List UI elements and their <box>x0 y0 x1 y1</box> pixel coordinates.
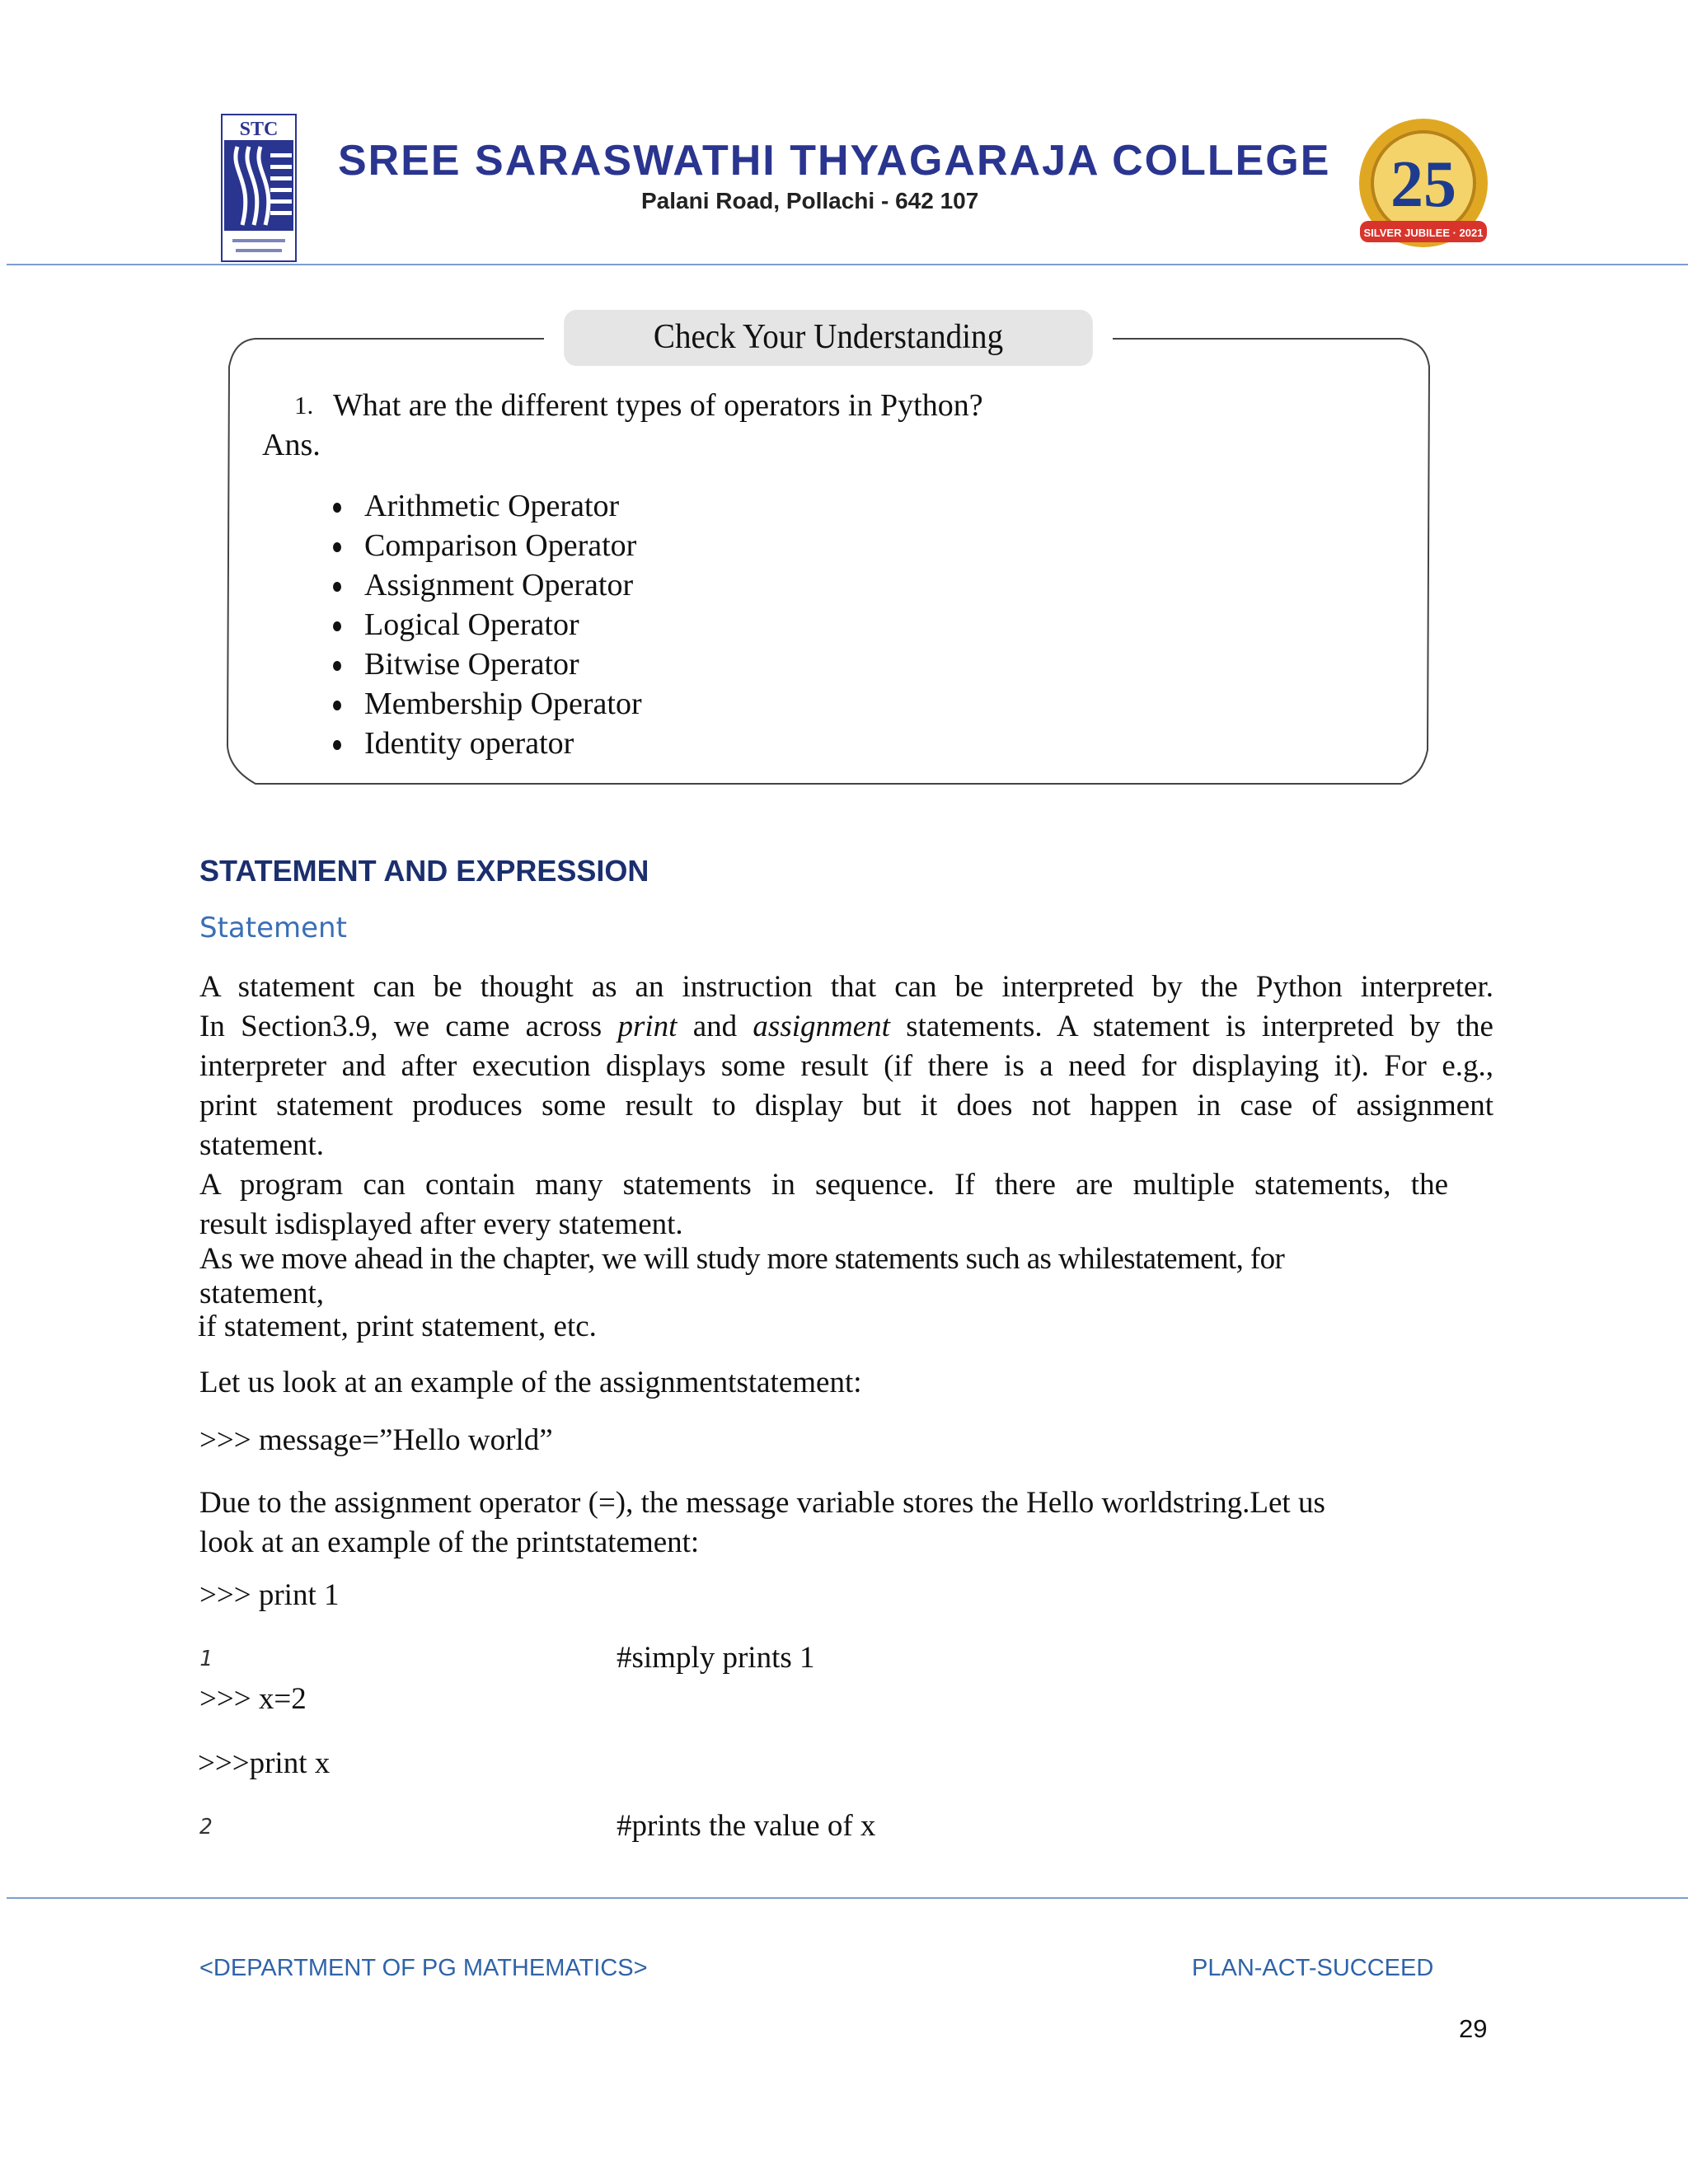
bullet-icon <box>333 542 341 552</box>
bullet-icon <box>333 503 341 513</box>
output-line: 1 <box>199 1647 213 1671</box>
paragraph-line: result isdisplayed after every statement. <box>199 1207 683 1241</box>
section-heading: STATEMENT AND EXPRESSION <box>199 854 649 888</box>
paragraph-line: statement, <box>199 1277 325 1310</box>
question-text: What are the different types of operators in Python? <box>333 388 983 423</box>
college-name: SREE SARASWATHI THYAGARAJA COLLEGE <box>338 137 1331 185</box>
bullet-icon <box>333 582 341 592</box>
footer-divider <box>7 1897 1688 1899</box>
code-line: >>> x=2 <box>199 1682 307 1716</box>
output-line: 2 <box>199 1815 213 1840</box>
list-item: Logical Operator <box>330 605 642 644</box>
paragraph-line: A statement can be thought as an instruction that can be interpreted by the Python interpreter. <box>199 970 1493 1004</box>
list-item: Arithmetic Operator <box>330 486 642 526</box>
seal-number: 25 <box>1390 148 1456 221</box>
footer-department: <DEPARTMENT OF PG MATHEMATICS> <box>199 1955 648 1981</box>
paragraph-line: A program can contain many statements in sequence. If there are multiple statements, the <box>199 1168 1448 1202</box>
seal-ribbon-text: SILVER JUBILEE · 2021 <box>1363 227 1484 239</box>
paragraph-line: Due to the assignment operator (=), the message variable stores the Hello worldstring.Let us <box>199 1486 1325 1520</box>
paragraph-line: Let us look at an example of the assignmentstatement: <box>199 1366 862 1399</box>
bullet-icon <box>333 701 341 710</box>
operator-list <box>330 486 642 763</box>
college-address: Palani Road, Pollachi - 642 107 <box>641 188 979 213</box>
header-divider <box>7 264 1688 265</box>
paragraph-line: print statement produces some result to display but it does not happen in case of assignment <box>199 1089 1493 1122</box>
list-item: Identity operator <box>330 724 642 763</box>
paragraph-line: interpreter and after execution displays some result (if there is a need for displaying it). For e.g., <box>199 1049 1493 1083</box>
page-number: 29 <box>1459 2014 1488 2043</box>
list-item: Assignment Operator <box>330 565 642 605</box>
bullet-icon <box>333 661 341 671</box>
code-comment: #simply prints 1 <box>617 1641 815 1675</box>
code-line: >>> print 1 <box>199 1578 340 1612</box>
list-item: Comparison Operator <box>330 526 642 565</box>
footer-motto: PLAN-ACT-SUCCEED <box>1192 1955 1434 1981</box>
paragraph-line: if statement, print statement, etc. <box>198 1310 597 1343</box>
silver-jubilee-seal <box>1353 115 1493 255</box>
logo-stc-text: STC <box>239 119 279 140</box>
paragraph-line: In Section3.9, we came across print and assignment statements. A statement is interpreted by the <box>199 1010 1493 1043</box>
list-item: Membership Operator <box>330 684 642 724</box>
check-box-title: Check Your Understanding <box>564 310 1093 366</box>
college-logo <box>221 114 297 264</box>
bullet-icon <box>333 740 341 750</box>
inline-code-assignment: assignment <box>753 1010 890 1043</box>
paragraph-line: As we move ahead in the chapter, we will study more statements such as whilestatement, for <box>199 1242 1285 1276</box>
question-number: 1. <box>294 391 314 419</box>
list-item: Bitwise Operator <box>330 644 642 684</box>
bullet-icon <box>333 621 341 631</box>
inline-code-print: print <box>617 1010 678 1043</box>
paragraph-line: look at an example of the printstatement: <box>199 1526 700 1559</box>
sub-heading: Statement <box>199 912 347 944</box>
code-line: >>>print x <box>198 1746 331 1780</box>
code-comment: #prints the value of x <box>617 1809 876 1843</box>
paragraph-line: statement. <box>199 1128 325 1162</box>
code-line: >>> message=”Hello world” <box>199 1423 553 1457</box>
answer-label: Ans. <box>262 428 321 462</box>
